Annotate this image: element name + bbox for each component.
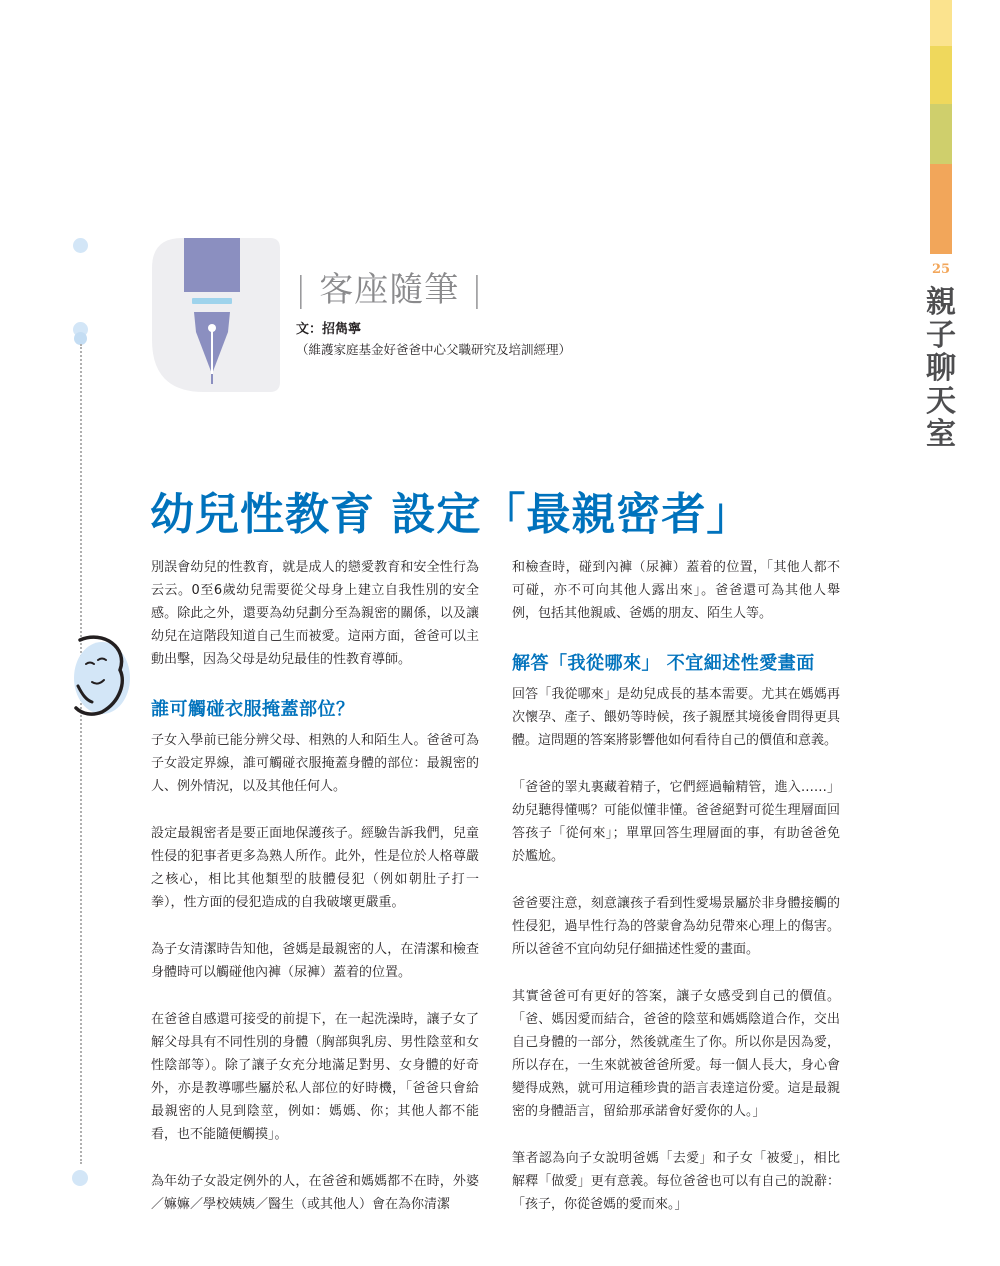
paragraph: 子女入學前已能分辨父母、相熟的人和陌生人。爸爸可為子女設定界線，誰可觸碰衣服掩蓋身體的部位：最親密的人、例外情況，以及其他任何人。	[151, 733, 479, 794]
article-right-column	[512, 556, 840, 1240]
paragraph: 回答「我從哪來」是幼兒成長的基本需要。尤其在媽媽再次懷孕、產子、餵奶等時候，孩子親歷其境後會問得更具體。這問題的答案將影響他如何看待自己的價值和意義。	[512, 687, 840, 748]
paragraph: 為年幼子女設定例外的人，在爸爸和媽媽都不在時，外婆／嫲嫲／學校姨姨／醫生（或其他人）會在為你清潔	[151, 1174, 479, 1212]
color-tab-1	[930, 0, 952, 46]
page-number: 25	[931, 262, 951, 277]
fountain-pen-icon	[152, 232, 284, 394]
paragraph: 在爸爸自感還可接受的前提下，在一起洗澡時，讓子女了解父母具有不同性別的身體（胸部與乳房、男性陰莖和女性陰部等）。除了讓子女充分地滿足對男、女身體的好奇外，亦是教導哪些屬於私人部位的好時機，「爸爸只會給最親密的人見到陰莖，例如：媽媽、你；其他人都不能看，也不能隨便觸摸」。	[151, 1012, 479, 1142]
column-name-divider-right: |	[471, 270, 484, 310]
color-tab-3	[930, 104, 952, 164]
section-heading-boundaries: 誰可觸碰衣服掩蓋部位？	[151, 699, 355, 720]
decor-dot-bottom	[72, 1170, 88, 1186]
paragraph: 「爸爸的睪丸裏藏着精子，它們經過輸精管，進入……」幼兒聽得懂嗎？可能似懂非懂。爸爸絕對可從生理層面回答孩子「從何來」；單單回答生理層面的事，有助爸爸免於尷尬。	[512, 780, 840, 864]
author-role: （維護家庭基金好爸爸中心父職研究及培訓經理）	[296, 342, 572, 357]
column-name-text: 客座隨筆	[319, 270, 460, 310]
section-name: 親子聊天室	[926, 285, 956, 452]
paragraph: 爸爸要注意，刻意讓孩子看到性愛場景屬於非身體接觸的性侵犯，過早性行為的啓蒙會為幼兒帶來心理上的傷害。所以爸爸不宜向幼兒仔細描述性愛的畫面。	[512, 896, 840, 957]
column-name	[295, 262, 484, 311]
column-name-divider-left: |	[295, 270, 308, 310]
paragraph: 和檢查時，碰到內褲（尿褲）蓋着的位置，「其他人都不可碰，亦不可向其他人露出來」。爸爸還可為其他人舉例，包括其他親戚、爸媽的朋友、陌生人等。	[512, 560, 840, 621]
color-tab-4	[930, 164, 952, 254]
paragraph: 其實爸爸可有更好的答案，讓子女感受到自己的價值。「爸、媽因愛而結合，爸爸的陰莖和媽媽陰道合作，交出自己身體的一部分，然後就產生了你。所以你是因為愛，所以存在，一生來就被爸爸所愛。每一個人長大，身心會變得成熟，就可用這種珍貴的語言表達這份愛。這是最親密的身體語言，留給那承諾會好愛你的人。」	[512, 989, 840, 1119]
section-heading-where-from: 解答「我從哪來」 不宜細述性愛畫面	[512, 653, 815, 674]
smiling-face-icon	[70, 630, 132, 720]
paragraph: 筆者認為向子女說明爸媽「去愛」和子女「被愛」，相比解釋「做愛」更有意義。每位爸爸也可以有自己的說辭：「孩子，你從爸媽的愛而來。」	[512, 1151, 840, 1212]
paragraph: 為子女清潔時告知他，爸媽是最親密的人，在清潔和檢查身體時可以觸碰他內褲（尿褲）蓋着的位置。	[151, 942, 479, 980]
article-title: 幼兒性教育 設定「最親密者」	[150, 489, 752, 540]
paragraph: 設定最親密者是要正面地保護孩子。經驗告訴我們，兒童性侵的犯事者更多為熟人所作。此外，性是位於人格尊嚴之核心，相比其他類型的肢體侵犯（例如朝肚子打一拳），性方面的侵犯造成的自我破壞更嚴重。	[151, 826, 479, 910]
decor-dot-top	[73, 238, 88, 253]
color-tab-2	[930, 46, 952, 104]
author-line: 文：招雋寧	[296, 322, 362, 337]
paragraph-intro: 別誤會幼兒的性教育，就是成人的戀愛教育和安全性行為云云。0至6歲幼兒需要從父母身上建立自我性別的安全感。除此之外，還要為幼兒劃分至為親密的關係，以及讓幼兒在這階段知道自己生而被愛。這兩方面，爸爸可以主動出擊，因為父母是幼兒最佳的性教育導師。	[151, 560, 479, 667]
article-left-column	[151, 556, 479, 1240]
decor-dotted-line	[80, 344, 82, 1164]
